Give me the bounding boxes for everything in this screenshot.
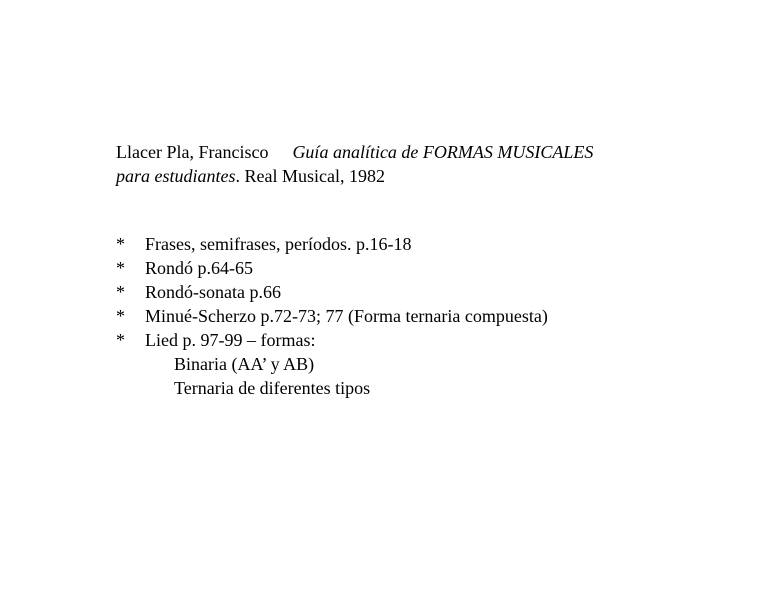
- topic-item: [116, 304, 716, 328]
- citation-line-2: [116, 164, 676, 188]
- asterisk-bullet-icon: *: [116, 282, 125, 302]
- topic-text: Minué-Scherzo p.72-73; 77 (Forma ternaria compuesta): [145, 306, 548, 326]
- topic-text: Rondó p.64-65: [145, 258, 253, 278]
- topic-item: [116, 328, 716, 352]
- citation-line-1: [116, 140, 676, 164]
- citation-author: Llacer Pla, Francisco: [116, 142, 269, 162]
- subform-item: Binaria (AA’ y AB): [174, 354, 315, 374]
- topic-text: Frases, semifrases, períodos. p.16-18: [145, 234, 412, 254]
- topic-text: Rondó-sonata p.66: [145, 282, 281, 302]
- citation-title-part-2: para estudiantes: [116, 166, 236, 186]
- topic-item: [116, 232, 716, 256]
- asterisk-bullet-icon: *: [116, 258, 125, 278]
- topic-text: Lied p. 97-99 – formas:: [145, 330, 316, 350]
- subform-item: Ternaria de diferentes tipos: [174, 378, 371, 398]
- bibliographic-citation: [116, 140, 676, 188]
- citation-publisher: . Real Musical, 1982: [235, 166, 385, 186]
- topic-item: [116, 280, 716, 304]
- citation-title-part-1: Guía analítica de FORMAS MUSICALES: [292, 142, 594, 162]
- lied-forms-sublist: [174, 352, 370, 400]
- asterisk-bullet-icon: *: [116, 306, 125, 326]
- asterisk-bullet-icon: *: [116, 234, 125, 254]
- topic-item: [116, 256, 716, 280]
- topic-list: [116, 232, 716, 352]
- asterisk-bullet-icon: *: [116, 330, 125, 350]
